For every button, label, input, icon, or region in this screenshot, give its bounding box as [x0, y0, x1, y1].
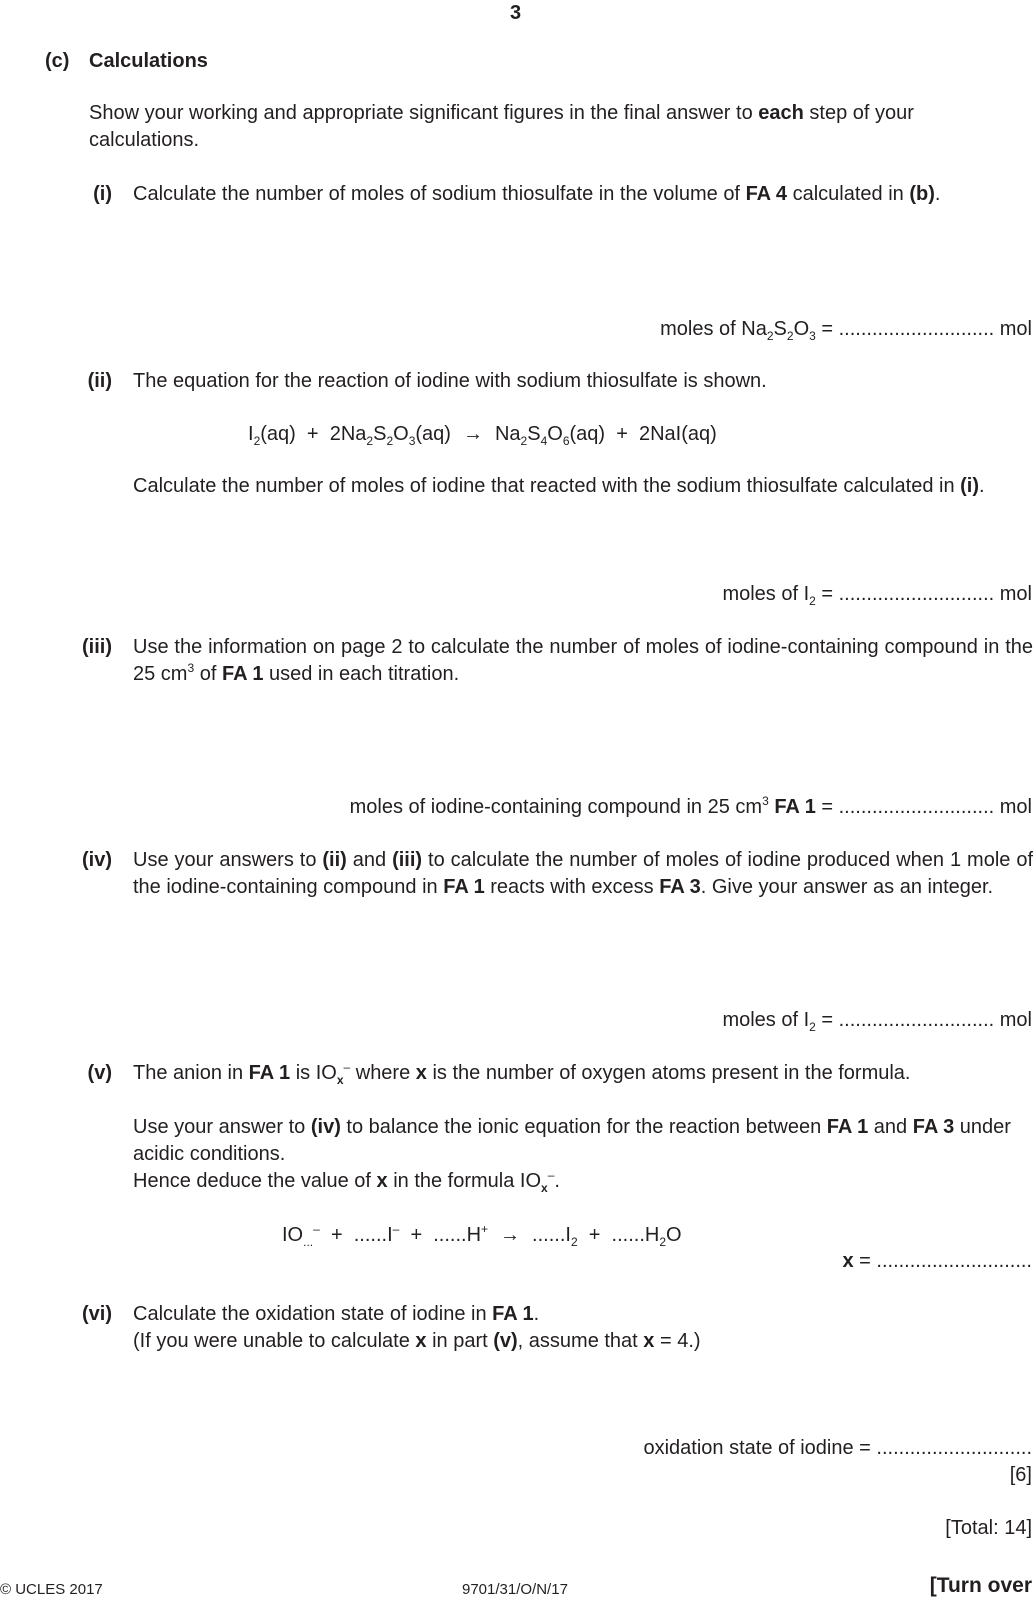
subscript: 2	[253, 434, 261, 448]
part-iii-number: (iii)	[82, 636, 112, 658]
subscript: 2	[766, 329, 774, 343]
eq-text: S	[527, 423, 541, 445]
text: Calculate the oxidation state of iodine in	[133, 1303, 493, 1325]
subscript: 4	[540, 434, 548, 448]
bold: (iv)	[310, 1116, 341, 1138]
bold: FA 1	[248, 1062, 291, 1084]
answer-dots: = ............................ mol	[815, 318, 1032, 340]
eq-text: S	[373, 423, 387, 445]
question-total: [Total: 14]	[945, 1517, 1032, 1539]
subscript: ...	[303, 1235, 314, 1249]
bold: (ii)	[322, 849, 347, 871]
eq-text: + ......H	[577, 1224, 660, 1246]
answer-dots: = ............................ mol	[815, 796, 1032, 818]
superscript: –	[547, 1168, 555, 1182]
part-ii-answer-line[interactable]	[722, 581, 1032, 608]
answer-bold: x	[842, 1250, 854, 1272]
part-i-answer-line[interactable]	[660, 316, 1032, 343]
superscript: –	[392, 1222, 400, 1236]
intro-paragraph	[89, 100, 1029, 154]
text: to balance the ionic equation for the reaction between	[340, 1116, 827, 1138]
part-iv-question	[133, 847, 1033, 901]
part-i-question	[133, 181, 1033, 208]
answer-label: moles of Na	[660, 318, 767, 340]
eq-text: (aq)	[415, 423, 451, 445]
text: of	[194, 663, 222, 685]
bold: FA 1	[443, 876, 485, 898]
text: calculated in	[787, 183, 910, 205]
eq-text: + ......H	[399, 1224, 482, 1246]
text: . Give your answer as an integer.	[700, 876, 994, 898]
text: and	[346, 849, 393, 871]
bold: x	[376, 1170, 388, 1192]
text: The anion in	[133, 1062, 249, 1084]
text: in part	[426, 1330, 494, 1352]
text: .	[979, 475, 985, 497]
arrow-icon: →	[500, 1224, 521, 1246]
answer-dots: = ............................	[853, 1250, 1032, 1272]
part-vi-number: (vi)	[82, 1303, 112, 1325]
superscript: 3	[762, 794, 769, 808]
text: where	[350, 1062, 416, 1084]
part-iii-answer-line[interactable]	[350, 794, 1032, 821]
text: and	[868, 1116, 913, 1138]
intro-text-end: step of your calculations.	[89, 102, 914, 151]
subscript: 2	[386, 434, 394, 448]
eq-text: O	[666, 1224, 682, 1246]
text: used in each titration.	[263, 663, 460, 685]
answer-bold: FA 1	[768, 796, 816, 818]
text: reacts with excess	[484, 876, 660, 898]
part-vi-question	[133, 1301, 1033, 1328]
iodate-equation	[282, 1222, 682, 1249]
text: .	[934, 183, 941, 205]
subscript: 2	[520, 434, 528, 448]
part-v-number: (v)	[87, 1062, 112, 1084]
part-v-deduce	[133, 1168, 1033, 1195]
part-ii-statement: The equation for the reaction of iodine with sodium thiosulfate is shown.	[133, 370, 767, 392]
answer-label: moles of iodine-containing compound in 25 cm	[349, 796, 763, 818]
bold: FA 3	[912, 1116, 955, 1138]
text: Use the information on page 2 to calculate the number of moles of iodine-containing compound in the 25 cm	[133, 636, 1033, 685]
section-label: (c)	[45, 50, 70, 72]
subscript: 3	[809, 329, 816, 343]
part-v-answer-line[interactable]	[842, 1248, 1032, 1275]
text: is IO	[290, 1062, 337, 1084]
text: Use your answers to	[133, 849, 323, 871]
bold: x	[643, 1330, 655, 1352]
text: , assume that	[517, 1330, 644, 1352]
part-iv-answer-line[interactable]	[722, 1007, 1032, 1034]
text: Calculate the number of moles of sodium thiosulfate in the volume of	[133, 183, 746, 205]
answer-label: S	[773, 318, 787, 340]
bold: FA 1	[826, 1116, 869, 1138]
intro-text: Show your working and appropriate significant figures in the final answer to	[89, 102, 759, 124]
part-vi-note	[133, 1328, 1033, 1355]
answer-label: O	[793, 318, 810, 340]
superscript: 3	[187, 661, 195, 675]
text: is the number of oxygen atoms present in the formula.	[426, 1062, 911, 1084]
bold: (v)	[493, 1330, 518, 1352]
bold: x	[415, 1330, 427, 1352]
eq-text: I	[248, 423, 254, 445]
part-v-statement	[133, 1060, 1033, 1087]
text: = 4.)	[654, 1330, 701, 1352]
text: (If you were unable to calculate	[133, 1330, 416, 1352]
subscript: 2	[786, 329, 794, 343]
part-i-number: (i)	[93, 183, 112, 205]
text: Calculate the number of moles of iodine that reacted with the sodium thiosulfate calculated in	[133, 475, 961, 497]
arrow-icon: →	[462, 423, 483, 445]
subscript: 2	[809, 1020, 816, 1034]
part-vi-answer-line[interactable]: oxidation state of iodine = ............................	[643, 1437, 1032, 1459]
part-iv-number: (iv)	[82, 849, 112, 871]
section-title: Calculations	[89, 50, 208, 72]
text: Use your answer to	[133, 1116, 311, 1138]
eq-text: O	[393, 423, 409, 445]
subscript: 3	[408, 434, 416, 448]
text: in the formula IO	[387, 1170, 542, 1192]
part-iii-question	[133, 634, 1033, 688]
text: Hence deduce the value of	[133, 1170, 377, 1192]
bold: FA 1	[221, 663, 264, 685]
bold: FA 4	[745, 183, 788, 205]
thiosulfate-equation	[248, 421, 717, 448]
text: under acidic conditions.	[133, 1116, 1011, 1165]
subscript: 2	[809, 594, 816, 608]
answer-label: moles of I	[722, 1009, 810, 1031]
superscript: –	[313, 1222, 320, 1236]
bold: FA 1	[492, 1303, 534, 1325]
answer-dots: = ............................ mol	[815, 1009, 1032, 1031]
part-v-instruction	[133, 1114, 1033, 1168]
text: to calculate the number of moles of iodine produced when 1 mole of the iodine-containing compound in	[133, 849, 1034, 898]
eq-text: (aq) + 2NaI(aq)	[569, 423, 717, 445]
turn-over: [Turn over	[929, 1574, 1032, 1597]
eq-text: (aq) + 2Na	[260, 423, 367, 445]
bold: (b)	[909, 183, 935, 205]
bold: x	[415, 1062, 427, 1084]
eq-text: ......I	[532, 1224, 571, 1246]
marks-allocation: [6]	[1009, 1464, 1032, 1486]
subscript: 2	[659, 1235, 667, 1249]
answer-label: moles of I	[722, 583, 810, 605]
subscript: x	[336, 1073, 344, 1087]
subscript: 2	[570, 1235, 578, 1249]
part-ii-question	[133, 473, 1033, 500]
eq-text: + ......I	[319, 1224, 393, 1246]
answer-dots: = ............................ mol	[815, 583, 1032, 605]
subscript: 2	[366, 434, 374, 448]
superscript: +	[481, 1222, 489, 1236]
intro-bold: each	[758, 102, 804, 124]
part-ii-number: (ii)	[87, 370, 112, 392]
bold: FA 3	[659, 876, 701, 898]
bold: (i)	[960, 475, 980, 497]
text: .	[554, 1170, 560, 1192]
eq-text: IO	[282, 1224, 304, 1246]
eq-text: O	[547, 423, 563, 445]
footer-copyright: © UCLES 2017	[0, 1581, 103, 1598]
subscript: 6	[562, 434, 570, 448]
footer-paper-code: 9701/31/O/N/17	[462, 1581, 568, 1598]
eq-text: Na	[494, 423, 521, 445]
text: .	[533, 1303, 540, 1325]
superscript: –	[343, 1060, 351, 1074]
page-number: 3	[510, 2, 522, 24]
bold: (iii)	[392, 849, 423, 871]
subscript: x	[541, 1181, 548, 1195]
